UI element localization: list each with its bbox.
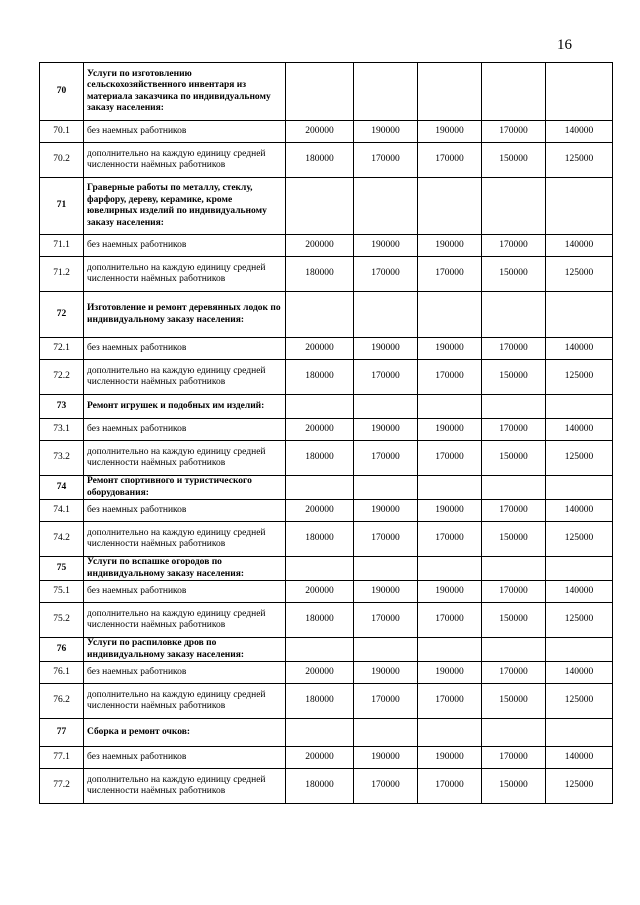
empty-cell — [286, 719, 354, 747]
empty-cell — [418, 638, 482, 662]
value-cell: 180000 — [286, 360, 354, 395]
table-section-row — [40, 638, 613, 662]
row-number: 75.1 — [40, 581, 84, 603]
table-row — [40, 522, 613, 557]
table-row — [40, 747, 613, 769]
row-label: дополнительно на каждую единицу средней численности наёмных работников — [84, 769, 286, 804]
value-cell: 200000 — [286, 662, 354, 684]
empty-cell — [286, 63, 354, 121]
value-cell: 140000 — [546, 581, 613, 603]
value-cell: 200000 — [286, 235, 354, 257]
section-title: Услуги по изготовлению сельскохозяйственного инвентаря из материала заказчика по индивидуальному заказу населения: — [84, 63, 286, 121]
value-cell: 170000 — [418, 441, 482, 476]
value-cell: 170000 — [354, 143, 418, 178]
row-number: 70.1 — [40, 121, 84, 143]
value-cell: 170000 — [482, 747, 546, 769]
page-number: 16 — [557, 37, 572, 53]
row-number: 71.2 — [40, 257, 84, 292]
table-section-row — [40, 292, 613, 338]
empty-cell — [482, 476, 546, 500]
row-label: без наемных работников — [84, 662, 286, 684]
value-cell: 170000 — [482, 419, 546, 441]
row-number: 76.2 — [40, 684, 84, 719]
table-row — [40, 419, 613, 441]
empty-cell — [418, 476, 482, 500]
empty-cell — [354, 476, 418, 500]
section-number: 70 — [40, 63, 84, 121]
value-cell: 170000 — [354, 769, 418, 804]
section-number: 72 — [40, 292, 84, 338]
value-cell: 180000 — [286, 603, 354, 638]
value-cell: 200000 — [286, 338, 354, 360]
value-cell: 190000 — [418, 121, 482, 143]
section-number: 76 — [40, 638, 84, 662]
empty-cell — [418, 292, 482, 338]
table-row — [40, 143, 613, 178]
row-number: 70.2 — [40, 143, 84, 178]
section-number: 74 — [40, 476, 84, 500]
value-cell: 140000 — [546, 662, 613, 684]
value-cell: 140000 — [546, 747, 613, 769]
empty-cell — [354, 292, 418, 338]
value-cell: 190000 — [418, 235, 482, 257]
value-cell: 150000 — [482, 360, 546, 395]
value-cell: 170000 — [418, 143, 482, 178]
value-cell: 190000 — [354, 121, 418, 143]
value-cell: 170000 — [482, 500, 546, 522]
value-cell: 190000 — [354, 747, 418, 769]
value-cell: 170000 — [418, 684, 482, 719]
value-cell: 170000 — [354, 441, 418, 476]
empty-cell — [482, 395, 546, 419]
empty-cell — [482, 638, 546, 662]
table-section-row — [40, 557, 613, 581]
empty-cell — [482, 178, 546, 235]
empty-cell — [354, 63, 418, 121]
row-label: без наемных работников — [84, 338, 286, 360]
empty-cell — [546, 178, 613, 235]
table-row — [40, 360, 613, 395]
row-label: дополнительно на каждую единицу средней численности наёмных работников — [84, 257, 286, 292]
value-cell: 140000 — [546, 235, 613, 257]
table-row — [40, 441, 613, 476]
value-cell: 125000 — [546, 684, 613, 719]
value-cell: 150000 — [482, 257, 546, 292]
row-label: без наемных работников — [84, 500, 286, 522]
empty-cell — [546, 638, 613, 662]
value-cell: 170000 — [482, 121, 546, 143]
empty-cell — [286, 476, 354, 500]
value-cell: 190000 — [418, 662, 482, 684]
value-cell: 190000 — [418, 581, 482, 603]
value-cell: 125000 — [546, 522, 613, 557]
row-label: дополнительно на каждую единицу средней численности наёмных работников — [84, 603, 286, 638]
value-cell: 125000 — [546, 143, 613, 178]
empty-cell — [354, 557, 418, 581]
section-number: 75 — [40, 557, 84, 581]
value-cell: 150000 — [482, 684, 546, 719]
value-cell: 190000 — [354, 338, 418, 360]
value-cell: 170000 — [354, 257, 418, 292]
row-number: 72.2 — [40, 360, 84, 395]
empty-cell — [418, 63, 482, 121]
table-section-row — [40, 476, 613, 500]
value-cell: 180000 — [286, 684, 354, 719]
value-cell: 170000 — [482, 581, 546, 603]
value-cell: 180000 — [286, 257, 354, 292]
value-cell: 170000 — [418, 769, 482, 804]
value-cell: 140000 — [546, 419, 613, 441]
section-title: Услуги по вспашке огородов по индивидуальному заказу населения: — [84, 557, 286, 581]
value-cell: 200000 — [286, 581, 354, 603]
empty-cell — [546, 63, 613, 121]
value-cell: 180000 — [286, 441, 354, 476]
empty-cell — [286, 292, 354, 338]
section-number: 71 — [40, 178, 84, 235]
row-label: дополнительно на каждую единицу средней численности наёмных работников — [84, 143, 286, 178]
section-title: Граверные работы по металлу, стеклу, фарфору, дереву, керамике, кроме ювелирных изделий по индивидуальному заказу населения: — [84, 178, 286, 235]
value-cell: 170000 — [418, 522, 482, 557]
value-cell: 125000 — [546, 603, 613, 638]
value-cell: 190000 — [418, 419, 482, 441]
empty-cell — [418, 178, 482, 235]
value-cell: 170000 — [482, 662, 546, 684]
empty-cell — [354, 178, 418, 235]
row-label: дополнительно на каждую единицу средней численности наёмных работников — [84, 441, 286, 476]
value-cell: 125000 — [546, 360, 613, 395]
row-number: 77.1 — [40, 747, 84, 769]
value-cell: 200000 — [286, 121, 354, 143]
value-cell: 190000 — [354, 235, 418, 257]
row-number: 75.2 — [40, 603, 84, 638]
empty-cell — [546, 395, 613, 419]
row-label: дополнительно на каждую единицу средней численности наёмных работников — [84, 684, 286, 719]
row-number: 73.2 — [40, 441, 84, 476]
value-cell: 170000 — [418, 360, 482, 395]
value-cell: 190000 — [418, 747, 482, 769]
table-row — [40, 684, 613, 719]
empty-cell — [546, 292, 613, 338]
table-row — [40, 581, 613, 603]
empty-cell — [286, 638, 354, 662]
value-cell: 150000 — [482, 522, 546, 557]
row-label: без наемных работников — [84, 121, 286, 143]
tariff-table — [39, 62, 613, 804]
value-cell: 190000 — [354, 662, 418, 684]
empty-cell — [482, 292, 546, 338]
value-cell: 140000 — [546, 500, 613, 522]
value-cell: 190000 — [354, 500, 418, 522]
value-cell: 150000 — [482, 603, 546, 638]
value-cell: 190000 — [354, 581, 418, 603]
value-cell: 150000 — [482, 769, 546, 804]
row-number: 72.1 — [40, 338, 84, 360]
section-number: 73 — [40, 395, 84, 419]
value-cell: 150000 — [482, 441, 546, 476]
empty-cell — [354, 395, 418, 419]
empty-cell — [418, 395, 482, 419]
section-title: Услуги по распиловке дров по индивидуальному заказу населения: — [84, 638, 286, 662]
empty-cell — [354, 638, 418, 662]
table-row — [40, 338, 613, 360]
section-number: 77 — [40, 719, 84, 747]
row-number: 73.1 — [40, 419, 84, 441]
row-label: без наемных работников — [84, 581, 286, 603]
empty-cell — [354, 719, 418, 747]
empty-cell — [546, 719, 613, 747]
value-cell: 180000 — [286, 143, 354, 178]
value-cell: 200000 — [286, 747, 354, 769]
section-title: Изготовление и ремонт деревянных лодок по индивидуальному заказу населения: — [84, 292, 286, 338]
table-row — [40, 121, 613, 143]
table-section-row — [40, 178, 613, 235]
value-cell: 150000 — [482, 143, 546, 178]
row-label: без наемных работников — [84, 747, 286, 769]
value-cell: 170000 — [354, 684, 418, 719]
table-section-row — [40, 395, 613, 419]
table-row — [40, 769, 613, 804]
row-label: дополнительно на каждую единицу средней численности наёмных работников — [84, 360, 286, 395]
table-section-row — [40, 63, 613, 121]
value-cell: 200000 — [286, 500, 354, 522]
value-cell: 180000 — [286, 769, 354, 804]
empty-cell — [482, 557, 546, 581]
row-number: 77.2 — [40, 769, 84, 804]
value-cell: 170000 — [354, 603, 418, 638]
value-cell: 170000 — [418, 603, 482, 638]
empty-cell — [286, 395, 354, 419]
table-row — [40, 500, 613, 522]
value-cell: 170000 — [354, 360, 418, 395]
section-title: Ремонт спортивного и туристического оборудования: — [84, 476, 286, 500]
empty-cell — [482, 63, 546, 121]
value-cell: 180000 — [286, 522, 354, 557]
value-cell: 170000 — [482, 235, 546, 257]
value-cell: 190000 — [418, 338, 482, 360]
table-row — [40, 662, 613, 684]
row-label: без наемных работников — [84, 235, 286, 257]
empty-cell — [546, 557, 613, 581]
value-cell: 170000 — [418, 257, 482, 292]
empty-cell — [482, 719, 546, 747]
empty-cell — [546, 476, 613, 500]
empty-cell — [418, 719, 482, 747]
value-cell: 125000 — [546, 441, 613, 476]
row-number: 76.1 — [40, 662, 84, 684]
row-label: дополнительно на каждую единицу средней численности наёмных работников — [84, 522, 286, 557]
table-row — [40, 603, 613, 638]
empty-cell — [418, 557, 482, 581]
empty-cell — [286, 557, 354, 581]
table-row — [40, 257, 613, 292]
value-cell: 140000 — [546, 121, 613, 143]
empty-cell — [286, 178, 354, 235]
value-cell: 200000 — [286, 419, 354, 441]
value-cell: 190000 — [354, 419, 418, 441]
section-title: Ремонт игрушек и подобных им изделий: — [84, 395, 286, 419]
table-section-row — [40, 719, 613, 747]
value-cell: 170000 — [354, 522, 418, 557]
row-number: 74.2 — [40, 522, 84, 557]
value-cell: 125000 — [546, 769, 613, 804]
row-label: без наемных работников — [84, 419, 286, 441]
table-row — [40, 235, 613, 257]
value-cell: 125000 — [546, 257, 613, 292]
section-title: Сборка и ремонт очков: — [84, 719, 286, 747]
value-cell: 170000 — [482, 338, 546, 360]
value-cell: 190000 — [418, 500, 482, 522]
row-number: 71.1 — [40, 235, 84, 257]
row-number: 74.1 — [40, 500, 84, 522]
value-cell: 140000 — [546, 338, 613, 360]
